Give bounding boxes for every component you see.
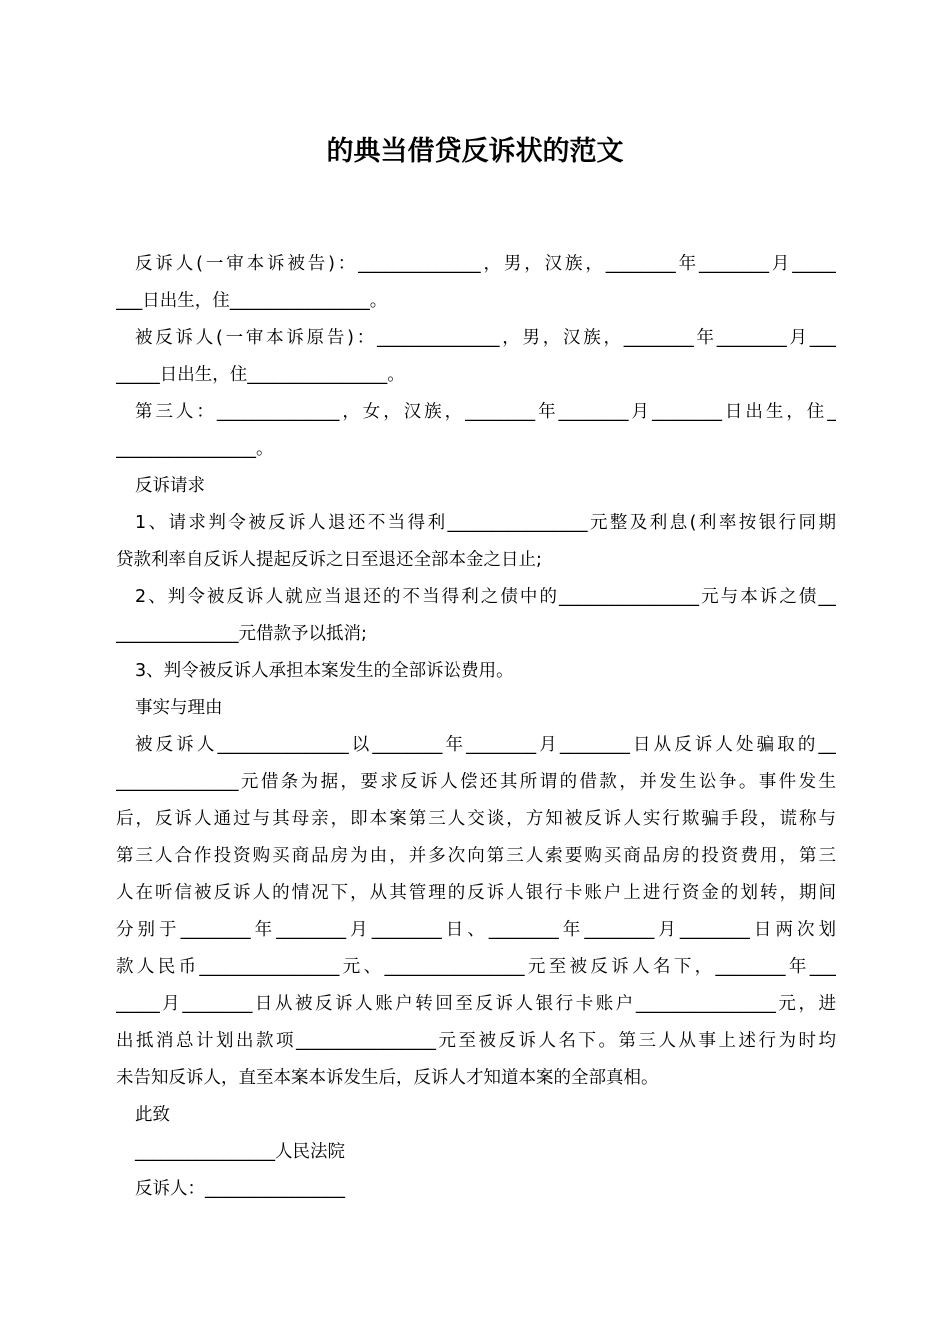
section-heading-claims: 反诉请求 — [135, 476, 205, 496]
facts-line-10: 未告知反诉人，直至本案本诉发生后，反诉人才知道本案的全部真相。 — [116, 1068, 659, 1088]
claim-3: 3、判令被反诉人承担本案发生的全部诉讼费用。 — [135, 661, 514, 681]
facts-line-8: _____月________日从被反诉人账户转回至反诉人银行卡账户________________元，进 — [116, 994, 836, 1014]
claim-2-cont: ______________元借款予以抵消; — [116, 624, 367, 644]
line-counterclaimant-cont: ___日出生，住________________。 — [116, 291, 388, 311]
claim-1-cont: 贷款利率自反诉人提起反诉之日至退还全部本金之日止; — [116, 550, 542, 570]
claim-2: 2、判令被反诉人就应当退还的不当得利之债中的________________元与本诉之债__ — [135, 587, 836, 607]
document-title: 的典当借贷反诉状的范文 — [326, 136, 624, 167]
facts-line-5: 人在听信被反诉人的情况下，从其管理的反诉人银行卡账户上进行资金的划转，期间 — [116, 883, 836, 903]
facts-line-6: 分别于________年________月________日、________年________月________日两次划 — [116, 920, 836, 940]
facts-line-1: 被反诉人_______________以________年________月________日从反诉人处骗取的__ — [135, 735, 836, 755]
section-heading-facts: 事实与理由 — [135, 698, 223, 718]
line-counterclaimant: 反诉人(一审本诉被告)：______________，男，汉族，________年________月_____ — [135, 254, 836, 274]
facts-line-4: 第三人合作投资购买商品房为由，并多次向第三人索要购买商品房的投资费用，第三 — [116, 846, 836, 866]
line-third-party-cont: ________________。 — [116, 439, 274, 459]
claim-1: 1、请求判令被反诉人退还不当得利________________元整及利息(利率按银行同期 — [135, 513, 836, 533]
facts-line-2: ______________元借条为据，要求反诉人偿还其所谓的借款，并发生讼争。事件发生 — [116, 772, 836, 792]
salutation: 此致 — [135, 1105, 170, 1125]
facts-line-3: 后，反诉人通过与其母亲，即本案第三人交谈，方知被反诉人实行欺骗手段，谎称与 — [116, 809, 836, 829]
court-addressee: ________________人民法院 — [135, 1142, 345, 1162]
facts-line-9: 出抵消总计划出款项________________元至被反诉人名下。第三人从事上述行为时均 — [116, 1031, 836, 1051]
signature-line: 反诉人：________________ — [135, 1179, 345, 1199]
line-counter-defendant: 被反诉人(一审本诉原告)：______________，男，汉族，________年________月___ — [135, 328, 836, 348]
facts-line-7: 款人民币________________元、________________元至被反诉人名下，________年___ — [116, 957, 836, 977]
line-third-party: 第三人：______________，女，汉族，________年________月________日出生，住_ — [135, 402, 836, 422]
line-counter-defendant-cont: _____日出生，住________________。 — [116, 365, 405, 385]
